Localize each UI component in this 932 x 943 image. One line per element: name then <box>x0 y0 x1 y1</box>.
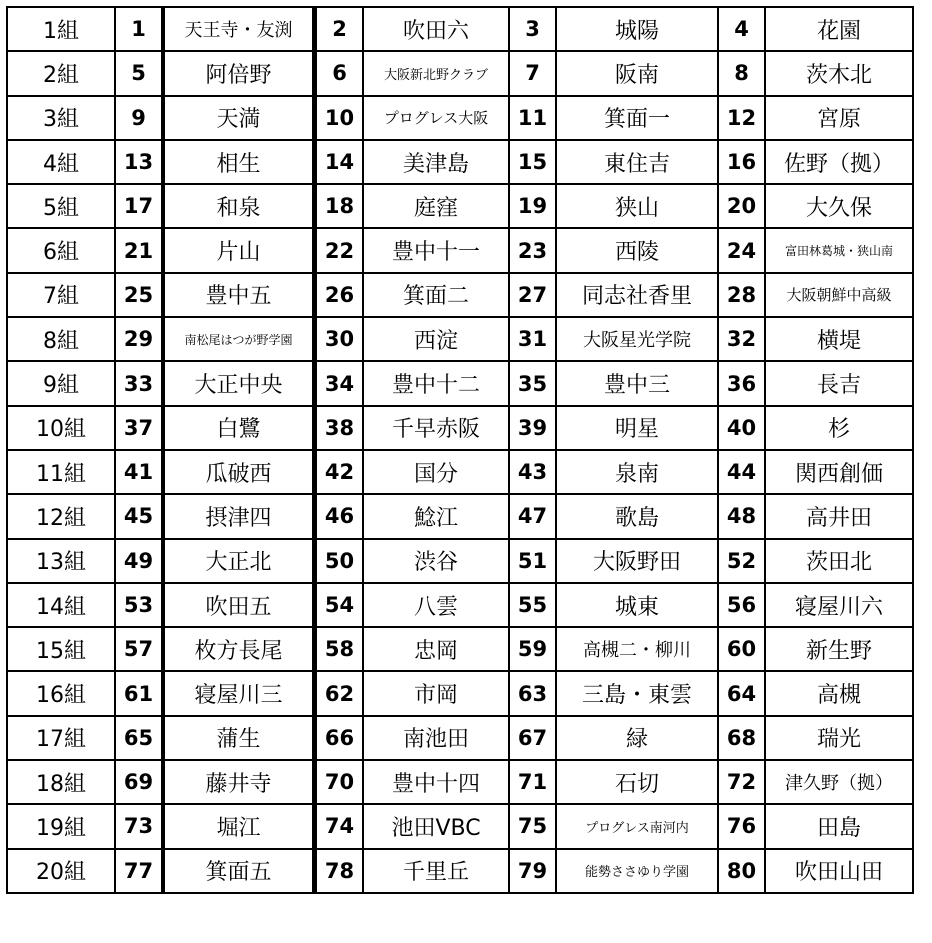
table-row <box>7 760 913 804</box>
team-number: 37 <box>115 406 163 450</box>
team-name: 石切 <box>556 760 718 804</box>
team-number: 42 <box>315 450 364 494</box>
team-name: 杉 <box>765 406 913 450</box>
team-name: 高井田 <box>765 494 913 538</box>
team-number: 14 <box>315 140 364 184</box>
team-name: 大阪野田 <box>556 539 718 583</box>
team-number: 30 <box>315 317 364 361</box>
team-name: 豊中十二 <box>363 361 509 405</box>
table-row <box>7 140 913 184</box>
team-name: 大阪新北野クラブ <box>363 51 509 95</box>
team-number: 53 <box>115 583 163 627</box>
team-number: 46 <box>315 494 364 538</box>
team-name: 富田林葛城・狭山南 <box>765 228 913 272</box>
team-name: 箕面一 <box>556 96 718 140</box>
team-name: 千早赤阪 <box>363 406 509 450</box>
group-label: 6組 <box>7 228 115 272</box>
group-label: 7組 <box>7 273 115 317</box>
team-name: 鯰江 <box>363 494 509 538</box>
team-number: 29 <box>115 317 163 361</box>
team-number: 36 <box>718 361 765 405</box>
team-name: 堀江 <box>163 804 315 848</box>
team-name: 蒲生 <box>163 716 315 760</box>
team-name: 八雲 <box>363 583 509 627</box>
team-name: 南松尾はつが野学園 <box>163 317 315 361</box>
team-name: 箕面五 <box>163 849 315 893</box>
team-name: 大阪星光学院 <box>556 317 718 361</box>
team-number: 4 <box>718 7 765 51</box>
table-row <box>7 849 913 893</box>
team-name: 豊中五 <box>163 273 315 317</box>
group-label: 5組 <box>7 184 115 228</box>
team-number: 69 <box>115 760 163 804</box>
team-name: 城陽 <box>556 7 718 51</box>
team-number: 74 <box>315 804 364 848</box>
group-label: 10組 <box>7 406 115 450</box>
team-name: 緑 <box>556 716 718 760</box>
table-row <box>7 671 913 715</box>
team-name: 藤井寺 <box>163 760 315 804</box>
team-number: 1 <box>115 7 163 51</box>
team-number: 49 <box>115 539 163 583</box>
table-row <box>7 539 913 583</box>
team-name: 寝屋川三 <box>163 671 315 715</box>
group-label: 18組 <box>7 760 115 804</box>
team-number: 71 <box>509 760 556 804</box>
team-number: 75 <box>509 804 556 848</box>
team-number: 15 <box>509 140 556 184</box>
team-name: 宮原 <box>765 96 913 140</box>
team-name: 瑞光 <box>765 716 913 760</box>
team-name: 枚方長尾 <box>163 627 315 671</box>
team-name: 明星 <box>556 406 718 450</box>
table-row <box>7 273 913 317</box>
team-number: 22 <box>315 228 364 272</box>
team-name: 佐野（拠） <box>765 140 913 184</box>
team-number: 66 <box>315 716 364 760</box>
team-number: 64 <box>718 671 765 715</box>
team-number: 73 <box>115 804 163 848</box>
team-name: プログレス南河内 <box>556 804 718 848</box>
team-number: 8 <box>718 51 765 95</box>
team-name: 美津島 <box>363 140 509 184</box>
team-number: 17 <box>115 184 163 228</box>
team-name: 田島 <box>765 804 913 848</box>
team-number: 51 <box>509 539 556 583</box>
team-name: 横堤 <box>765 317 913 361</box>
team-number: 52 <box>718 539 765 583</box>
team-name: 茨木北 <box>765 51 913 95</box>
table-row <box>7 716 913 760</box>
team-name: 吹田五 <box>163 583 315 627</box>
team-number: 38 <box>315 406 364 450</box>
table-row <box>7 627 913 671</box>
team-name: 泉南 <box>556 450 718 494</box>
team-number: 79 <box>509 849 556 893</box>
team-number: 32 <box>718 317 765 361</box>
team-number: 24 <box>718 228 765 272</box>
team-number: 2 <box>315 7 364 51</box>
team-name: 片山 <box>163 228 315 272</box>
team-number: 28 <box>718 273 765 317</box>
team-number: 19 <box>509 184 556 228</box>
team-number: 72 <box>718 760 765 804</box>
team-number: 70 <box>315 760 364 804</box>
team-name: 西陵 <box>556 228 718 272</box>
team-name: 同志社香里 <box>556 273 718 317</box>
team-number: 6 <box>315 51 364 95</box>
group-label: 16組 <box>7 671 115 715</box>
team-name: 花園 <box>765 7 913 51</box>
team-number: 18 <box>315 184 364 228</box>
group-label: 17組 <box>7 716 115 760</box>
group-label: 4組 <box>7 140 115 184</box>
team-number: 58 <box>315 627 364 671</box>
team-name: 南池田 <box>363 716 509 760</box>
group-label: 13組 <box>7 539 115 583</box>
team-number: 26 <box>315 273 364 317</box>
team-number: 57 <box>115 627 163 671</box>
team-number: 61 <box>115 671 163 715</box>
team-name: 渋谷 <box>363 539 509 583</box>
team-name: 大阪朝鮮中高級 <box>765 273 913 317</box>
team-number: 77 <box>115 849 163 893</box>
team-number: 68 <box>718 716 765 760</box>
team-number: 67 <box>509 716 556 760</box>
team-name: 高槻二・柳川 <box>556 627 718 671</box>
team-number: 23 <box>509 228 556 272</box>
team-name: 白鷺 <box>163 406 315 450</box>
table-row <box>7 228 913 272</box>
table-row <box>7 184 913 228</box>
team-number: 7 <box>509 51 556 95</box>
team-name: 庭窪 <box>363 184 509 228</box>
table-row <box>7 406 913 450</box>
team-name: 関西創価 <box>765 450 913 494</box>
table-row <box>7 317 913 361</box>
team-number: 25 <box>115 273 163 317</box>
group-label: 20組 <box>7 849 115 893</box>
group-table <box>6 6 914 894</box>
team-number: 65 <box>115 716 163 760</box>
group-label: 3組 <box>7 96 115 140</box>
team-number: 3 <box>509 7 556 51</box>
team-name: 摂津四 <box>163 494 315 538</box>
team-number: 33 <box>115 361 163 405</box>
team-name: 和泉 <box>163 184 315 228</box>
team-name: 狭山 <box>556 184 718 228</box>
team-number: 50 <box>315 539 364 583</box>
table-row <box>7 96 913 140</box>
team-number: 48 <box>718 494 765 538</box>
table-row <box>7 450 913 494</box>
team-number: 27 <box>509 273 556 317</box>
table-row <box>7 7 913 51</box>
team-name: 天満 <box>163 96 315 140</box>
group-label: 1組 <box>7 7 115 51</box>
team-name: 高槻 <box>765 671 913 715</box>
team-number: 5 <box>115 51 163 95</box>
group-label: 9組 <box>7 361 115 405</box>
team-name: 吹田六 <box>363 7 509 51</box>
team-number: 10 <box>315 96 364 140</box>
team-name: 豊中三 <box>556 361 718 405</box>
team-name: 市岡 <box>363 671 509 715</box>
team-number: 16 <box>718 140 765 184</box>
team-name: 豊中十四 <box>363 760 509 804</box>
table-row <box>7 361 913 405</box>
team-number: 54 <box>315 583 364 627</box>
group-label: 11組 <box>7 450 115 494</box>
team-number: 9 <box>115 96 163 140</box>
team-name: 阪南 <box>556 51 718 95</box>
team-number: 31 <box>509 317 556 361</box>
team-name: 新生野 <box>765 627 913 671</box>
team-number: 60 <box>718 627 765 671</box>
team-name: 瓜破西 <box>163 450 315 494</box>
group-label: 12組 <box>7 494 115 538</box>
team-number: 59 <box>509 627 556 671</box>
team-name: 茨田北 <box>765 539 913 583</box>
table-row <box>7 583 913 627</box>
team-number: 11 <box>509 96 556 140</box>
team-number: 12 <box>718 96 765 140</box>
group-label: 14組 <box>7 583 115 627</box>
table-row <box>7 804 913 848</box>
group-label: 2組 <box>7 51 115 95</box>
team-name: 津久野（拠） <box>765 760 913 804</box>
team-number: 13 <box>115 140 163 184</box>
team-number: 41 <box>115 450 163 494</box>
team-name: 歌島 <box>556 494 718 538</box>
team-name: 大正中央 <box>163 361 315 405</box>
team-number: 40 <box>718 406 765 450</box>
team-number: 20 <box>718 184 765 228</box>
team-name: 箕面二 <box>363 273 509 317</box>
team-name: 池田VBC <box>363 804 509 848</box>
team-name: 阿倍野 <box>163 51 315 95</box>
team-number: 78 <box>315 849 364 893</box>
team-number: 21 <box>115 228 163 272</box>
team-number: 76 <box>718 804 765 848</box>
group-label: 15組 <box>7 627 115 671</box>
team-name: 城東 <box>556 583 718 627</box>
group-table-body <box>7 7 913 893</box>
team-number: 47 <box>509 494 556 538</box>
table-row <box>7 494 913 538</box>
table-row <box>7 51 913 95</box>
team-number: 35 <box>509 361 556 405</box>
team-number: 55 <box>509 583 556 627</box>
team-name: 相生 <box>163 140 315 184</box>
team-name: 西淀 <box>363 317 509 361</box>
team-name: 三島・東雲 <box>556 671 718 715</box>
team-number: 62 <box>315 671 364 715</box>
team-name: 豊中十一 <box>363 228 509 272</box>
team-number: 39 <box>509 406 556 450</box>
team-name: 寝屋川六 <box>765 583 913 627</box>
group-label: 19組 <box>7 804 115 848</box>
team-number: 44 <box>718 450 765 494</box>
team-name: 能勢ささゆり学園 <box>556 849 718 893</box>
team-number: 34 <box>315 361 364 405</box>
team-name: 国分 <box>363 450 509 494</box>
team-name: 天王寺・友渕 <box>163 7 315 51</box>
team-number: 80 <box>718 849 765 893</box>
team-number: 56 <box>718 583 765 627</box>
team-name: 大正北 <box>163 539 315 583</box>
team-number: 43 <box>509 450 556 494</box>
team-number: 63 <box>509 671 556 715</box>
team-name: プログレス大阪 <box>363 96 509 140</box>
group-label: 8組 <box>7 317 115 361</box>
team-name: 吹田山田 <box>765 849 913 893</box>
team-name: 大久保 <box>765 184 913 228</box>
team-name: 千里丘 <box>363 849 509 893</box>
team-name: 長吉 <box>765 361 913 405</box>
team-name: 忠岡 <box>363 627 509 671</box>
team-number: 45 <box>115 494 163 538</box>
team-name: 東住吉 <box>556 140 718 184</box>
